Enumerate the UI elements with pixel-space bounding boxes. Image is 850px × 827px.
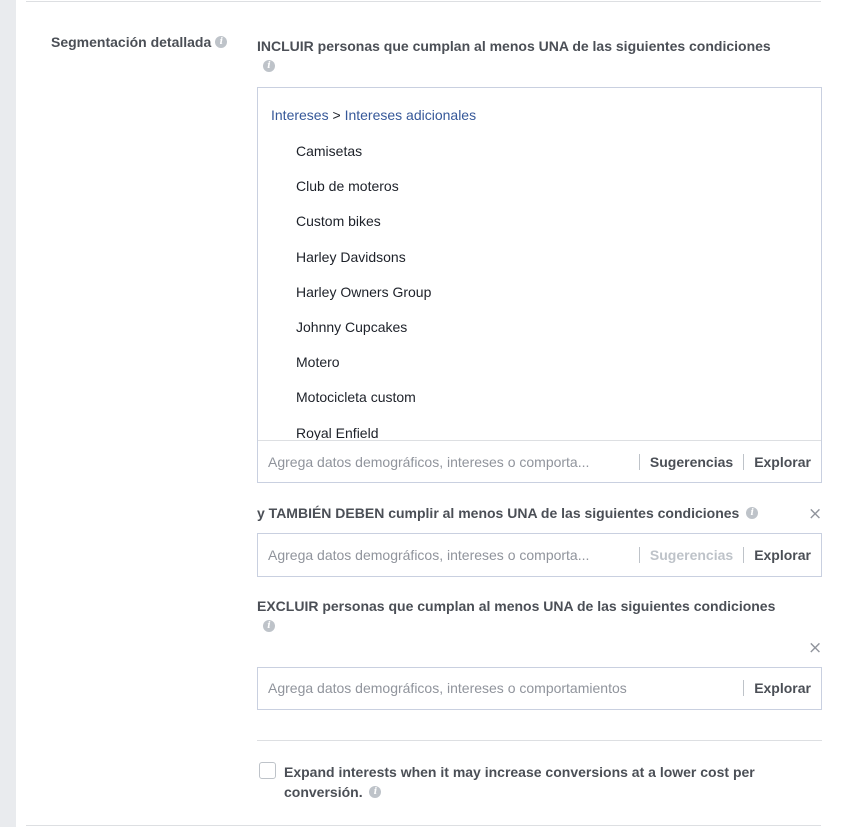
exclude-heading-text: EXCLUIR personas que cumplan al menos UNA de las siguientes condiciones	[257, 598, 776, 614]
section-divider	[257, 740, 822, 741]
top-divider	[26, 1, 821, 2]
narrow-heading-text: y TAMBIÉN DEBEN cumplir al menos UNA de las siguientes condiciones	[257, 505, 740, 521]
exclude-search-input[interactable]	[258, 667, 743, 709]
explore-button[interactable]: Explorar	[754, 453, 811, 470]
breadcrumb-separator: >	[332, 107, 341, 123]
selected-interest-item[interactable]: Club de moteros	[296, 178, 399, 195]
include-selection-box	[257, 87, 822, 483]
explore-button[interactable]: Explorar	[754, 547, 811, 563]
breadcrumb-root-link[interactable]: Intereses	[271, 107, 329, 123]
selected-interest-item[interactable]: Harley Davidsons	[296, 248, 406, 265]
expand-interests-text: Expand interests when it may increase conversions at a lower cost per conversión.	[284, 764, 755, 800]
selected-interests-list	[296, 142, 431, 440]
include-heading-text: INCLUIR personas que cumplan al menos UNA de las siguientes condiciones	[257, 38, 771, 54]
include-input-row	[258, 440, 821, 482]
info-icon[interactable]: i	[746, 507, 758, 519]
include-selection-list-scroll[interactable]	[258, 88, 821, 440]
exclude-input-box	[257, 667, 822, 710]
exclude-input-row	[258, 667, 821, 709]
info-icon[interactable]: i	[369, 786, 381, 798]
detailed-targeting-label	[51, 34, 227, 50]
info-icon[interactable]: i	[263, 620, 275, 632]
expand-interests-label	[284, 762, 804, 802]
selected-interest-item[interactable]: Motero	[296, 354, 340, 371]
suggestions-button[interactable]: Sugerencias	[649, 547, 734, 563]
selected-interest-item[interactable]: Harley Owners Group	[296, 283, 432, 300]
explore-button[interactable]: Explorar	[754, 680, 811, 696]
exclude-heading	[257, 596, 822, 636]
info-icon[interactable]: i	[215, 36, 227, 48]
breadcrumb-child-link[interactable]: Intereses adicionales	[344, 107, 477, 123]
close-icon[interactable]: ×	[808, 504, 823, 524]
selected-interest-item[interactable]: Camisetas	[296, 143, 363, 159]
selected-interest-item[interactable]: Motocicleta custom	[296, 389, 416, 406]
detailed-targeting-text: Segmentación detallada	[51, 34, 212, 50]
narrow-input-box	[257, 533, 822, 577]
narrow-search-input[interactable]	[258, 534, 639, 576]
expand-interests-checkbox[interactable]	[259, 762, 276, 779]
close-icon[interactable]: ×	[808, 638, 823, 658]
selected-interest-item[interactable]: Royal Enfield	[296, 424, 379, 440]
suggestions-button[interactable]: Sugerencias	[649, 453, 734, 470]
include-search-input[interactable]	[258, 441, 639, 482]
selected-interest-item[interactable]: Johnny Cupcakes	[296, 318, 408, 335]
include-heading	[257, 36, 817, 76]
selected-interest-item[interactable]: Custom bikes	[296, 213, 381, 230]
bottom-divider	[26, 825, 821, 826]
narrow-input-row	[258, 534, 821, 576]
breadcrumb	[271, 107, 476, 123]
narrow-heading	[257, 503, 827, 523]
info-icon[interactable]: i	[263, 60, 275, 72]
